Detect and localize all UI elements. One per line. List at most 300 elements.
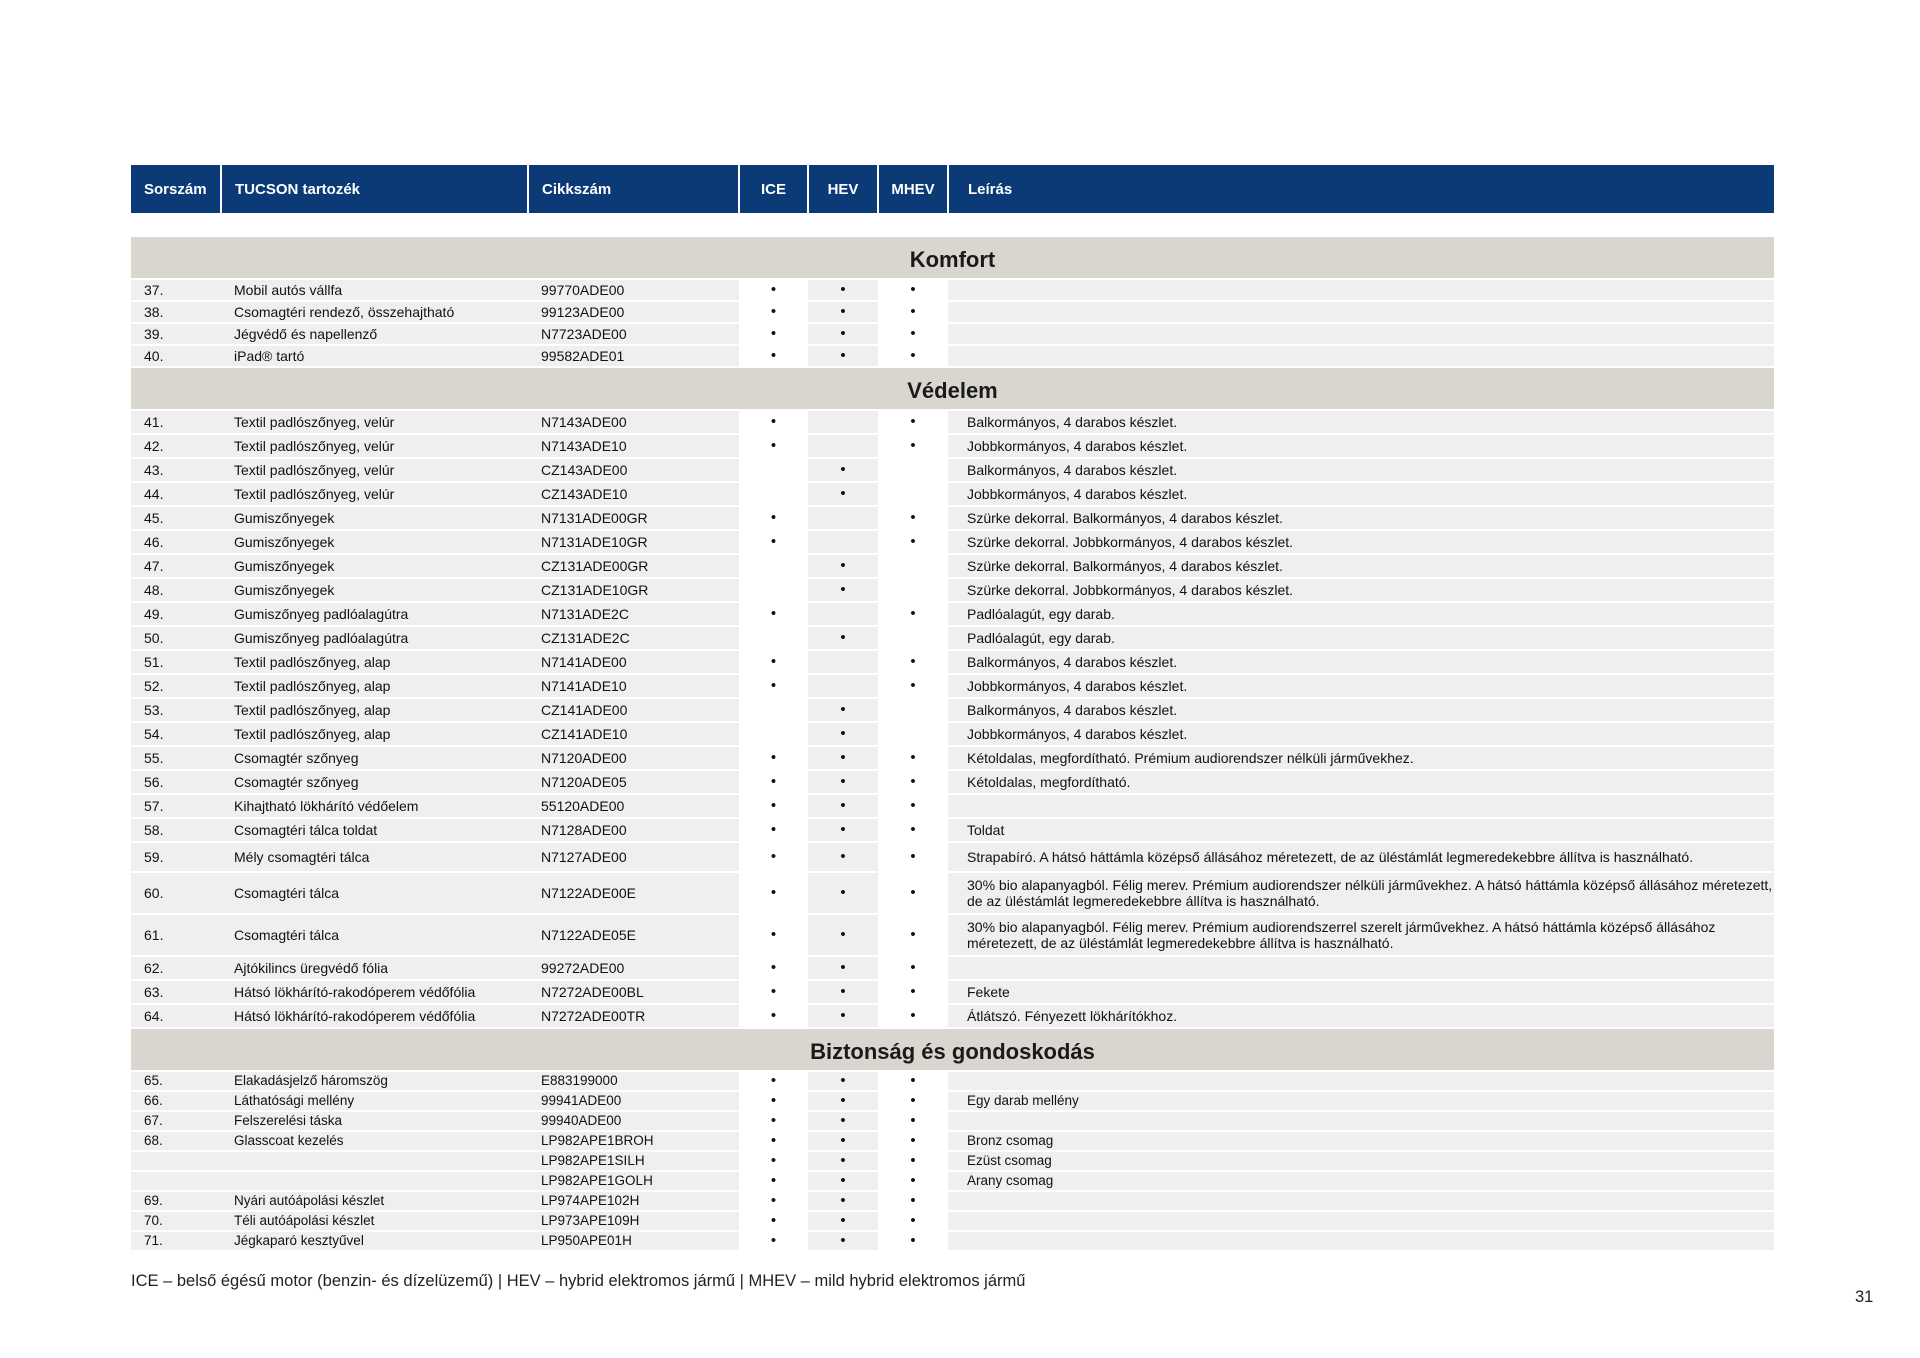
accessory-name: Textil padlószőnyeg, alap [221, 674, 528, 698]
hev-availability: • [808, 746, 878, 770]
accessories-table-container [131, 165, 1774, 1252]
row-number: 48. [131, 578, 221, 602]
accessory-name: Gumiszőnyegek [221, 530, 528, 554]
table-row [131, 650, 1774, 674]
table-header-row [131, 165, 1774, 213]
ice-availability: • [739, 434, 808, 458]
part-number: N7141ADE10 [528, 674, 739, 698]
ice-availability: • [739, 1191, 808, 1211]
hev-availability: • [808, 1091, 878, 1111]
mhev-availability: • [878, 746, 948, 770]
header-description: Leírás [948, 165, 1774, 213]
accessory-name: Csomagtéri rendező, összehajtható [221, 301, 528, 323]
part-number: 99272ADE00 [528, 956, 739, 980]
hev-availability: • [808, 345, 878, 367]
header-ice: ICE [739, 165, 808, 213]
mhev-availability: • [878, 1091, 948, 1111]
hev-availability: • [808, 722, 878, 746]
mhev-availability: • [878, 1004, 948, 1028]
hev-availability: • [808, 980, 878, 1004]
table-row [131, 770, 1774, 794]
row-number: 47. [131, 554, 221, 578]
accessory-name: Textil padlószőnyeg, velúr [221, 482, 528, 506]
mhev-availability: • [878, 674, 948, 698]
accessory-name: Nyári autóápolási készlet [221, 1191, 528, 1211]
page-number: 31 [1855, 1288, 1874, 1306]
accessory-name: Textil padlószőnyeg, alap [221, 650, 528, 674]
ice-availability: • [739, 1071, 808, 1091]
ice-availability: • [739, 794, 808, 818]
accessory-name: Csomagtéri tálca [221, 872, 528, 914]
accessory-name: Mély csomagtéri tálca [221, 842, 528, 872]
ice-availability [739, 554, 808, 578]
mhev-availability: • [878, 301, 948, 323]
part-number: E883199000 [528, 1071, 739, 1091]
part-number: CZ141ADE10 [528, 722, 739, 746]
description [948, 1211, 1774, 1231]
table-body [131, 213, 1774, 1251]
hev-availability: • [808, 956, 878, 980]
description [948, 1231, 1774, 1251]
hev-availability: • [808, 770, 878, 794]
description [948, 279, 1774, 301]
mhev-availability: • [878, 914, 948, 956]
table-row [131, 980, 1774, 1004]
row-number: 41. [131, 410, 221, 434]
accessory-name [221, 1151, 528, 1171]
hev-availability: • [808, 626, 878, 650]
description [948, 323, 1774, 345]
ice-availability: • [739, 770, 808, 794]
mhev-availability: • [878, 1111, 948, 1131]
description: Strapabíró. A hátsó háttámla középső állásához méretezett, de az üléstámlát legmeredekebbre állítva is használható. [948, 842, 1774, 872]
mhev-availability: • [878, 1071, 948, 1091]
accessory-name: Hátsó lökhárító-rakodóperem védőfólia [221, 1004, 528, 1028]
description: Egy darab mellény [948, 1091, 1774, 1111]
accessory-name: Jégvédő és napellenző [221, 323, 528, 345]
part-number: N7122ADE00E [528, 872, 739, 914]
ice-availability: • [739, 1111, 808, 1131]
table-row [131, 746, 1774, 770]
accessory-name: Láthatósági mellény [221, 1091, 528, 1111]
hev-availability: • [808, 1131, 878, 1151]
section-title: Biztonság és gondoskodás [131, 1028, 1774, 1071]
accessory-name: Csomagtér szőnyeg [221, 770, 528, 794]
mhev-availability [878, 458, 948, 482]
accessory-name: Gumiszőnyeg padlóalagútra [221, 626, 528, 650]
accessory-name: Gumiszőnyeg padlóalagútra [221, 602, 528, 626]
ice-availability: • [739, 872, 808, 914]
part-number: CZ131ADE10GR [528, 578, 739, 602]
table-row [131, 794, 1774, 818]
hev-availability: • [808, 872, 878, 914]
hev-availability: • [808, 1004, 878, 1028]
section-title: Védelem [131, 367, 1774, 410]
ice-availability: • [739, 301, 808, 323]
mhev-availability: • [878, 770, 948, 794]
mhev-availability: • [878, 410, 948, 434]
accessories-table [131, 165, 1774, 1252]
mhev-availability: • [878, 323, 948, 345]
ice-availability: • [739, 410, 808, 434]
part-number: 99940ADE00 [528, 1111, 739, 1131]
row-number: 40. [131, 345, 221, 367]
part-number: N7122ADE05E [528, 914, 739, 956]
ice-availability: • [739, 1131, 808, 1151]
table-row [131, 554, 1774, 578]
ice-availability: • [739, 1004, 808, 1028]
hev-availability: • [808, 482, 878, 506]
ice-availability [739, 482, 808, 506]
part-number: LP982APE1GOLH [528, 1171, 739, 1191]
table-row [131, 1191, 1774, 1211]
header-hev: HEV [808, 165, 878, 213]
row-number: 51. [131, 650, 221, 674]
row-number: 71. [131, 1231, 221, 1251]
accessory-name: Csomagtéri tálca [221, 914, 528, 956]
accessory-name: Textil padlószőnyeg, velúr [221, 458, 528, 482]
row-number [131, 1151, 221, 1171]
table-row [131, 626, 1774, 650]
ice-availability: • [739, 746, 808, 770]
description: Balkormányos, 4 darabos készlet. [948, 458, 1774, 482]
part-number: N7723ADE00 [528, 323, 739, 345]
part-number: LP950APE01H [528, 1231, 739, 1251]
ice-availability [739, 458, 808, 482]
accessory-name: Textil padlószőnyeg, velúr [221, 410, 528, 434]
description: Balkormányos, 4 darabos készlet. [948, 698, 1774, 722]
hev-availability: • [808, 301, 878, 323]
hev-availability: • [808, 323, 878, 345]
row-number: 62. [131, 956, 221, 980]
row-number: 65. [131, 1071, 221, 1091]
row-number: 61. [131, 914, 221, 956]
hev-availability [808, 530, 878, 554]
hev-availability: • [808, 1171, 878, 1191]
hev-availability [808, 434, 878, 458]
part-number: CZ141ADE00 [528, 698, 739, 722]
ice-availability [739, 626, 808, 650]
table-row [131, 482, 1774, 506]
mhev-availability: • [878, 434, 948, 458]
row-number: 63. [131, 980, 221, 1004]
table-row [131, 578, 1774, 602]
table-row [131, 345, 1774, 367]
description: Jobbkormányos, 4 darabos készlet. [948, 434, 1774, 458]
description [948, 345, 1774, 367]
row-number: 67. [131, 1111, 221, 1131]
part-number: LP974APE102H [528, 1191, 739, 1211]
row-number: 59. [131, 842, 221, 872]
accessory-name: Textil padlószőnyeg, alap [221, 698, 528, 722]
table-row [131, 1004, 1774, 1028]
row-number: 43. [131, 458, 221, 482]
ice-availability: • [739, 914, 808, 956]
table-row [131, 410, 1774, 434]
description [948, 301, 1774, 323]
mhev-availability: • [878, 818, 948, 842]
ice-availability [739, 578, 808, 602]
row-number: 53. [131, 698, 221, 722]
part-number: N7141ADE00 [528, 650, 739, 674]
table-row [131, 279, 1774, 301]
table-row [131, 842, 1774, 872]
accessory-name: Csomagtéri tálca toldat [221, 818, 528, 842]
ice-availability: • [739, 1171, 808, 1191]
ice-availability: • [739, 650, 808, 674]
row-number: 66. [131, 1091, 221, 1111]
description: Padlóalagút, egy darab. [948, 626, 1774, 650]
description: Szürke dekorral. Jobbkormányos, 4 darabos készlet. [948, 578, 1774, 602]
table-row [131, 1151, 1774, 1171]
mhev-availability [878, 698, 948, 722]
part-number: 99582ADE01 [528, 345, 739, 367]
row-number: 44. [131, 482, 221, 506]
description: Jobbkormányos, 4 darabos készlet. [948, 482, 1774, 506]
description: Kétoldalas, megfordítható. Prémium audiorendszer nélküli járművekhez. [948, 746, 1774, 770]
table-row [131, 1071, 1774, 1091]
row-number: 69. [131, 1191, 221, 1211]
ice-availability: • [739, 345, 808, 367]
mhev-availability [878, 554, 948, 578]
section-header [131, 367, 1774, 410]
hev-availability: • [808, 794, 878, 818]
ice-availability: • [739, 980, 808, 1004]
hev-availability: • [808, 818, 878, 842]
table-row [131, 872, 1774, 914]
hev-availability: • [808, 914, 878, 956]
accessory-name: Textil padlószőnyeg, velúr [221, 434, 528, 458]
mhev-availability: • [878, 1171, 948, 1191]
row-number: 57. [131, 794, 221, 818]
part-number: N7272ADE00TR [528, 1004, 739, 1028]
ice-availability: • [739, 530, 808, 554]
mhev-availability: • [878, 1211, 948, 1231]
accessory-name: Hátsó lökhárító-rakodóperem védőfólia [221, 980, 528, 1004]
mhev-availability: • [878, 1231, 948, 1251]
part-number: LP973APE109H [528, 1211, 739, 1231]
mhev-availability: • [878, 602, 948, 626]
part-number: N7143ADE10 [528, 434, 739, 458]
ice-availability [739, 698, 808, 722]
ice-availability: • [739, 818, 808, 842]
ice-availability [739, 722, 808, 746]
mhev-availability [878, 626, 948, 650]
accessory-name: Téli autóápolási készlet [221, 1211, 528, 1231]
row-number: 50. [131, 626, 221, 650]
table-row [131, 1131, 1774, 1151]
accessory-name: Felszerelési táska [221, 1111, 528, 1131]
description [948, 956, 1774, 980]
spacer-cell [131, 213, 1774, 237]
table-row [131, 1091, 1774, 1111]
mhev-availability [878, 722, 948, 746]
part-number: LP982APE1SILH [528, 1151, 739, 1171]
accessory-name: Csomagtér szőnyeg [221, 746, 528, 770]
part-number: LP982APE1BROH [528, 1131, 739, 1151]
row-number: 60. [131, 872, 221, 914]
part-number: 55120ADE00 [528, 794, 739, 818]
table-row [131, 914, 1774, 956]
row-number: 70. [131, 1211, 221, 1231]
mhev-availability: • [878, 279, 948, 301]
accessory-name: iPad® tartó [221, 345, 528, 367]
description: Padlóalagút, egy darab. [948, 602, 1774, 626]
row-number: 38. [131, 301, 221, 323]
table-row [131, 1231, 1774, 1251]
row-number: 58. [131, 818, 221, 842]
row-number: 46. [131, 530, 221, 554]
accessory-name [221, 1171, 528, 1191]
mhev-availability: • [878, 1131, 948, 1151]
accessory-name: Jégkaparó kesztyűvel [221, 1231, 528, 1251]
mhev-availability: • [878, 842, 948, 872]
accessory-name: Elakadásjelző háromszög [221, 1071, 528, 1091]
table-row [131, 506, 1774, 530]
mhev-availability: • [878, 1191, 948, 1211]
hev-availability: • [808, 842, 878, 872]
row-number: 54. [131, 722, 221, 746]
header-number: Sorszám [131, 165, 221, 213]
hev-availability [808, 410, 878, 434]
accessory-name: Mobil autós vállfa [221, 279, 528, 301]
part-number: N7127ADE00 [528, 842, 739, 872]
table-row [131, 602, 1774, 626]
ice-availability: • [739, 602, 808, 626]
row-number: 45. [131, 506, 221, 530]
mhev-availability: • [878, 345, 948, 367]
ice-availability: • [739, 323, 808, 345]
row-number: 37. [131, 279, 221, 301]
hev-availability: • [808, 554, 878, 578]
hev-availability: • [808, 698, 878, 722]
description: Jobbkormányos, 4 darabos készlet. [948, 674, 1774, 698]
description: Átlátszó. Fényezett lökhárítókhoz. [948, 1004, 1774, 1028]
part-number: CZ131ADE2C [528, 626, 739, 650]
table-row [131, 1111, 1774, 1131]
description: Jobbkormányos, 4 darabos készlet. [948, 722, 1774, 746]
table-row [131, 1211, 1774, 1231]
hev-availability: • [808, 1071, 878, 1091]
part-number: N7120ADE00 [528, 746, 739, 770]
ice-availability: • [739, 674, 808, 698]
table-row [131, 818, 1774, 842]
table-row [131, 1171, 1774, 1191]
description: Bronz csomag [948, 1131, 1774, 1151]
description: Balkormányos, 4 darabos készlet. [948, 410, 1774, 434]
part-number: N7131ADE00GR [528, 506, 739, 530]
hev-availability [808, 602, 878, 626]
description: Kétoldalas, megfordítható. [948, 770, 1774, 794]
row-number: 52. [131, 674, 221, 698]
row-number: 39. [131, 323, 221, 345]
part-number: CZ143ADE10 [528, 482, 739, 506]
row-number: 64. [131, 1004, 221, 1028]
mhev-availability: • [878, 530, 948, 554]
mhev-availability: • [878, 794, 948, 818]
part-number: CZ131ADE00GR [528, 554, 739, 578]
hev-availability: • [808, 1151, 878, 1171]
description: Fekete [948, 980, 1774, 1004]
description [948, 1071, 1774, 1091]
part-number: N7272ADE00BL [528, 980, 739, 1004]
part-number: N7131ADE10GR [528, 530, 739, 554]
hev-availability: • [808, 1231, 878, 1251]
mhev-availability [878, 482, 948, 506]
hev-availability [808, 506, 878, 530]
table-row [131, 323, 1774, 345]
description: Szürke dekorral. Balkormányos, 4 darabos készlet. [948, 506, 1774, 530]
ice-availability: • [739, 1151, 808, 1171]
accessory-name: Textil padlószőnyeg, alap [221, 722, 528, 746]
header-accessory: TUCSON tartozék [221, 165, 528, 213]
section-header [131, 1028, 1774, 1071]
hev-availability: • [808, 578, 878, 602]
hev-availability: • [808, 1111, 878, 1131]
row-number: 56. [131, 770, 221, 794]
description: Arany csomag [948, 1171, 1774, 1191]
section-header [131, 237, 1774, 279]
header-part-number: Cikkszám [528, 165, 739, 213]
hev-availability: • [808, 279, 878, 301]
table-row [131, 956, 1774, 980]
part-number: N7120ADE05 [528, 770, 739, 794]
description [948, 794, 1774, 818]
row-number: 49. [131, 602, 221, 626]
description: Balkormányos, 4 darabos készlet. [948, 650, 1774, 674]
row-number [131, 1171, 221, 1191]
accessory-name: Glasscoat kezelés [221, 1131, 528, 1151]
description [948, 1111, 1774, 1131]
ice-availability: • [739, 279, 808, 301]
mhev-availability: • [878, 650, 948, 674]
table-row [131, 674, 1774, 698]
table-row [131, 722, 1774, 746]
row-number: 68. [131, 1131, 221, 1151]
hev-availability [808, 674, 878, 698]
description: 30% bio alapanyagból. Félig merev. Prémium audiorendszerrel szerelt járművekhez. A hátsó háttámla középső állásához méretezett, de az üléstámlát legmeredekebbre állítva is használható. [948, 914, 1774, 956]
header-mhev: MHEV [878, 165, 948, 213]
table-row [131, 301, 1774, 323]
accessory-name: Gumiszőnyegek [221, 578, 528, 602]
row-number: 42. [131, 434, 221, 458]
description: Ezüst csomag [948, 1151, 1774, 1171]
accessory-name: Kihajtható lökhárító védőelem [221, 794, 528, 818]
description: 30% bio alapanyagból. Félig merev. Prémium audiorendszer nélküli járművekhez. A hátsó háttámla középső állásához méretezett, de az üléstámlát legmeredekebbre állítva is használható. [948, 872, 1774, 914]
part-number: 99770ADE00 [528, 279, 739, 301]
part-number: 99123ADE00 [528, 301, 739, 323]
part-number: CZ143ADE00 [528, 458, 739, 482]
section-title: Komfort [131, 237, 1774, 279]
accessory-name: Gumiszőnyegek [221, 506, 528, 530]
mhev-availability [878, 578, 948, 602]
description: Szürke dekorral. Jobbkormányos, 4 darabos készlet. [948, 530, 1774, 554]
accessory-name: Ajtókilincs üregvédő fólia [221, 956, 528, 980]
table-row [131, 530, 1774, 554]
description: Szürke dekorral. Balkormányos, 4 darabos készlet. [948, 554, 1774, 578]
ice-availability: • [739, 956, 808, 980]
table-row [131, 458, 1774, 482]
legend-footnote: ICE – belső égésű motor (benzin- és dízelüzemű) | HEV – hybrid elektromos jármű | MHEV – mild hybrid elektromos jármű [131, 1272, 1026, 1290]
mhev-availability: • [878, 956, 948, 980]
part-number: N7143ADE00 [528, 410, 739, 434]
hev-availability [808, 650, 878, 674]
mhev-availability: • [878, 980, 948, 1004]
ice-availability: • [739, 1091, 808, 1111]
mhev-availability: • [878, 506, 948, 530]
mhev-availability: • [878, 1151, 948, 1171]
accessory-name: Gumiszőnyegek [221, 554, 528, 578]
